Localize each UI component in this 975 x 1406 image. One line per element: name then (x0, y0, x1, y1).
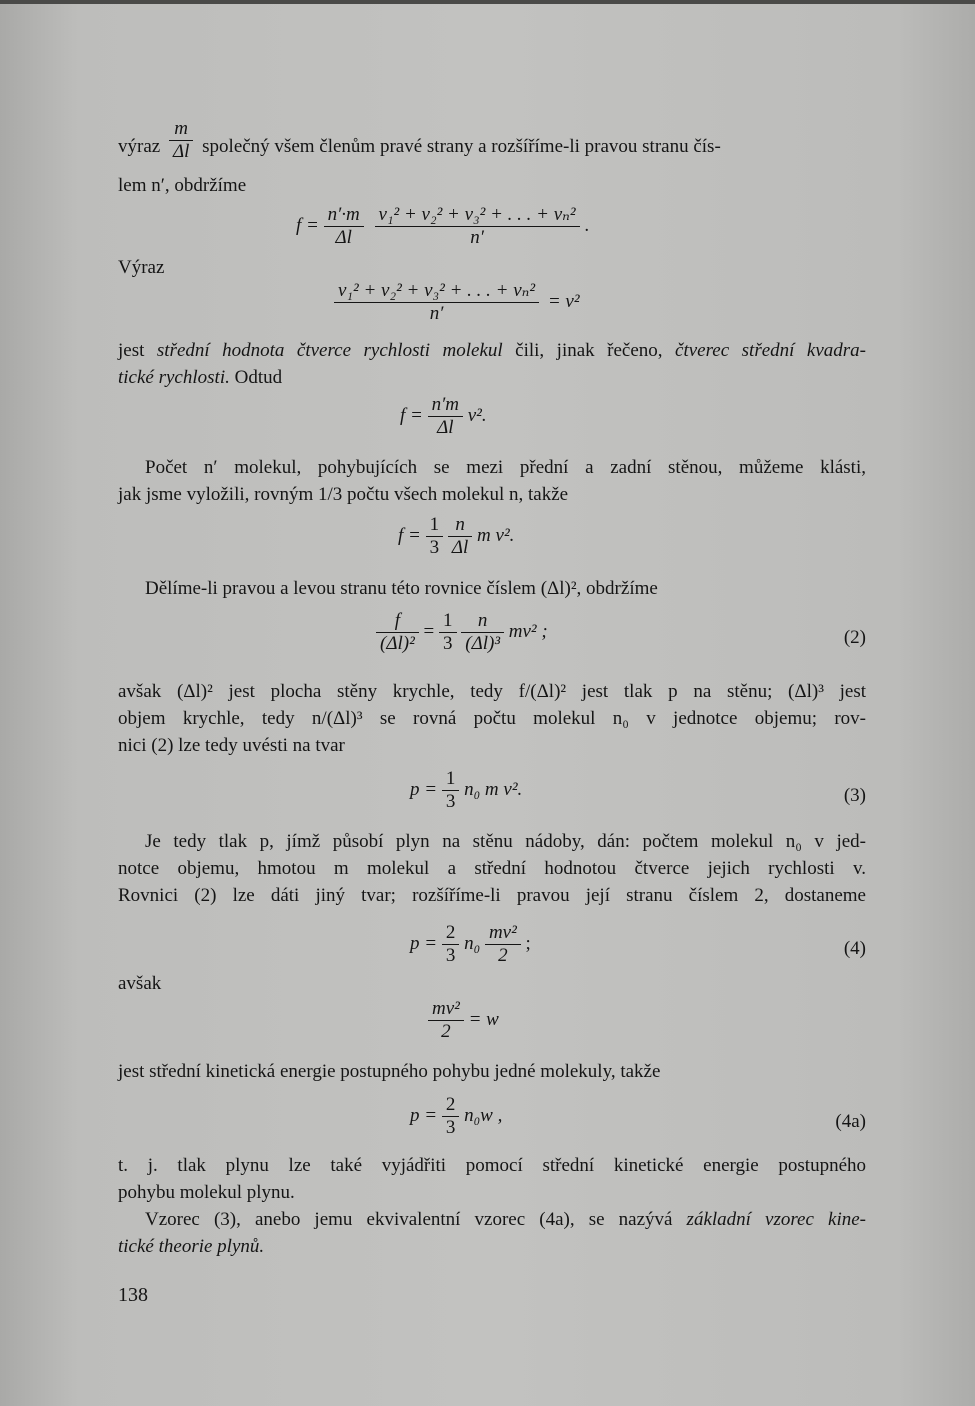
eq3-lhs: f = (400, 404, 423, 426)
paragraph-3-line-1: Počet n′ molekul, pohybujících se mezi přední a zadní stěnou, můžeme klásti, (145, 457, 866, 478)
equation-5-label: (2) (843, 627, 866, 648)
eq9-rhs: n₀w , (464, 1104, 503, 1126)
eq2-num: v₁² + v₂² + v₃² + . . . + vₙ² (334, 280, 539, 303)
p2-italic-1: střední hodnota čtverce rychlosti molekul (156, 340, 503, 361)
eq1-fraction-1 (324, 204, 364, 249)
paragraph-6-line-2: notce objemu, hmotou m molekul a střední hodnotou čtverce jejich rychlosti v. (118, 858, 866, 879)
eq7-lhs: p = (410, 932, 438, 954)
p2-text-c: Odtud (229, 367, 283, 388)
paragraph-2-line-1 (118, 337, 866, 364)
eq5-equals: = (423, 620, 435, 642)
paragraph-9-line-2 (118, 1233, 264, 1260)
avsak-label: avšak (118, 973, 162, 994)
equation-7 (410, 922, 531, 967)
eq4-fraction-a (426, 514, 444, 559)
paragraph-1-line-1 (118, 118, 866, 163)
eq8-den: 2 (441, 1021, 451, 1042)
equation-9 (410, 1094, 502, 1139)
eq1-f2-num: v₁² + v₂² + v₃² + . . . + vₙ² (375, 204, 580, 227)
eq1-f2-den: n′ (470, 227, 484, 248)
eq3-fraction (428, 394, 463, 439)
eq7-a-num: 2 (442, 922, 460, 945)
eq1-tail: . (584, 214, 590, 236)
eq6-den: 3 (445, 791, 456, 812)
eq6-num: 1 (442, 768, 460, 791)
eq7-mid: n₀ (464, 932, 481, 954)
equation-8 (428, 998, 499, 1043)
p1-pre: výraz (118, 135, 161, 157)
eq3-den: Δl (437, 417, 454, 438)
eq5-a-den: (Δl)² (380, 633, 415, 654)
eq2-rhs: = v² (547, 290, 580, 312)
eq8-fraction (428, 998, 464, 1043)
equation-4 (398, 514, 514, 559)
paragraph-6-line-1: Je tedy tlak p, jímž působí plyn na stěnu nádoby, dán: počtem molekul n₀ v jed- (145, 831, 866, 852)
eq6-lhs: p = (410, 778, 438, 800)
p9-text: Vzorec (3), anebo jemu ekvivalentní vzorec (4a), se nazývá (145, 1209, 687, 1230)
p9-italic-2: tické theorie plynů. (118, 1236, 265, 1257)
equation-5 (376, 610, 548, 655)
p1-fraction-num: m (169, 118, 193, 141)
eq5-b-num: 1 (439, 610, 457, 633)
page-number: 138 (118, 1284, 148, 1306)
eq3-rhs: v². (467, 404, 487, 426)
equation-2 (334, 280, 580, 325)
paragraph-5-line-3: nici (2) lze tedy uvésti na tvar (118, 735, 345, 756)
paragraph-4: Dělíme-li pravou a levou stranu této rovnice číslem (Δl)², obdržíme (145, 578, 658, 599)
p2-italic-3: tické rychlosti. (118, 367, 230, 388)
eq1-f1-num: n′·m (324, 204, 364, 227)
p2-text-a: jest (118, 340, 157, 361)
paragraph-8-line-2: pohybu molekul plynu. (118, 1182, 295, 1203)
eq1-f1-den: Δl (335, 227, 352, 248)
eq1-fraction-2 (375, 204, 580, 249)
eq8-rhs: = w (468, 1008, 499, 1030)
eq5-c-den: (Δl)³ (465, 633, 501, 654)
eq7-fraction-b (485, 922, 521, 967)
eq7-b-num: mv² (485, 922, 521, 945)
equation-6 (410, 768, 522, 813)
equation-7-label: (4) (843, 938, 866, 959)
eq4-a-den: 3 (429, 537, 440, 558)
eq2-den: n′ (429, 303, 444, 324)
equation-9-label: (4a) (835, 1111, 866, 1132)
eq9-den: 3 (445, 1117, 456, 1138)
vyraz-label: Výraz (118, 257, 165, 278)
eq4-b-num: n (448, 514, 472, 537)
p1-post: společný všem členům pravé strany a rozšíříme-li pravou stranu čís- (202, 135, 721, 157)
eq1-lhs: f = (296, 214, 319, 236)
p2-text-b: čili, jinak řečeno, (502, 340, 676, 361)
eq7-tail: ; (525, 932, 531, 954)
page-top-edge (0, 0, 975, 4)
eq5-b-den: 3 (443, 633, 453, 654)
eq8-num: mv² (428, 998, 464, 1021)
eq5-fraction-a (376, 610, 419, 655)
p1-fraction (169, 118, 193, 163)
paragraph-3-line-2: jak jsme vyložili, rovným 1/3 počtu všech molekul n, takže (118, 484, 569, 505)
paragraph-5-line-1: avšak (Δl)² jest plocha stěny krychle, tedy f/(Δl)² jest tlak p na stěnu; (Δl)³ jest (118, 681, 866, 702)
eq4-fraction-b (448, 514, 472, 559)
eq7-b-den: 2 (498, 945, 508, 966)
eq5-rhs: mv² ; (508, 620, 548, 642)
paragraph-2-line-2 (118, 364, 282, 391)
paragraph-5-line-2: objem krychle, tedy n/(Δl)³ se rovná počtu molekul n₀ v jednotce objemu; rov- (118, 708, 866, 729)
eq9-lhs: p = (410, 1104, 438, 1126)
eq9-fraction (442, 1094, 460, 1139)
equation-3 (400, 394, 487, 439)
p2-italic-2: čtverec střední kvadra- (675, 340, 867, 361)
equation-1 (296, 204, 589, 249)
eq4-b-den: Δl (451, 537, 469, 558)
paragraph-1-line-2: lem n′, obdržíme (118, 175, 247, 196)
paragraph-7: jest střední kinetická energie postupného pohybu jedné molekuly, takže (118, 1061, 661, 1082)
eq5-c-num: n (461, 610, 504, 633)
p1-fraction-den: Δl (172, 141, 190, 162)
paragraph-6-line-3: Rovnici (2) lze dáti jiný tvar; rozšíříme-li pravou její stranu číslem 2, dostaneme (118, 885, 866, 906)
eq5-a-num: f (376, 610, 419, 633)
eq5-fraction-b (439, 610, 457, 655)
paragraph-9-line-1 (118, 1206, 866, 1233)
eq9-num: 2 (442, 1094, 460, 1117)
eq7-fraction-a (442, 922, 460, 967)
eq5-fraction-c (461, 610, 504, 655)
eq3-num: n′m (428, 394, 463, 417)
eq2-fraction (334, 280, 539, 325)
eq6-rhs: n₀ m v². (464, 778, 523, 800)
eq4-rhs: m v². (477, 524, 515, 546)
eq4-lhs: f = (398, 524, 421, 546)
eq7-a-den: 3 (445, 945, 456, 966)
paragraph-8-line-1: t. j. tlak plynu lze také vyjádřiti pomocí střední kinetické energie postupného (118, 1155, 866, 1176)
equation-6-label: (3) (843, 785, 866, 806)
eq4-a-num: 1 (426, 514, 444, 537)
p9-italic-1: základní vzorec kine- (686, 1209, 866, 1230)
eq6-fraction (442, 768, 460, 813)
